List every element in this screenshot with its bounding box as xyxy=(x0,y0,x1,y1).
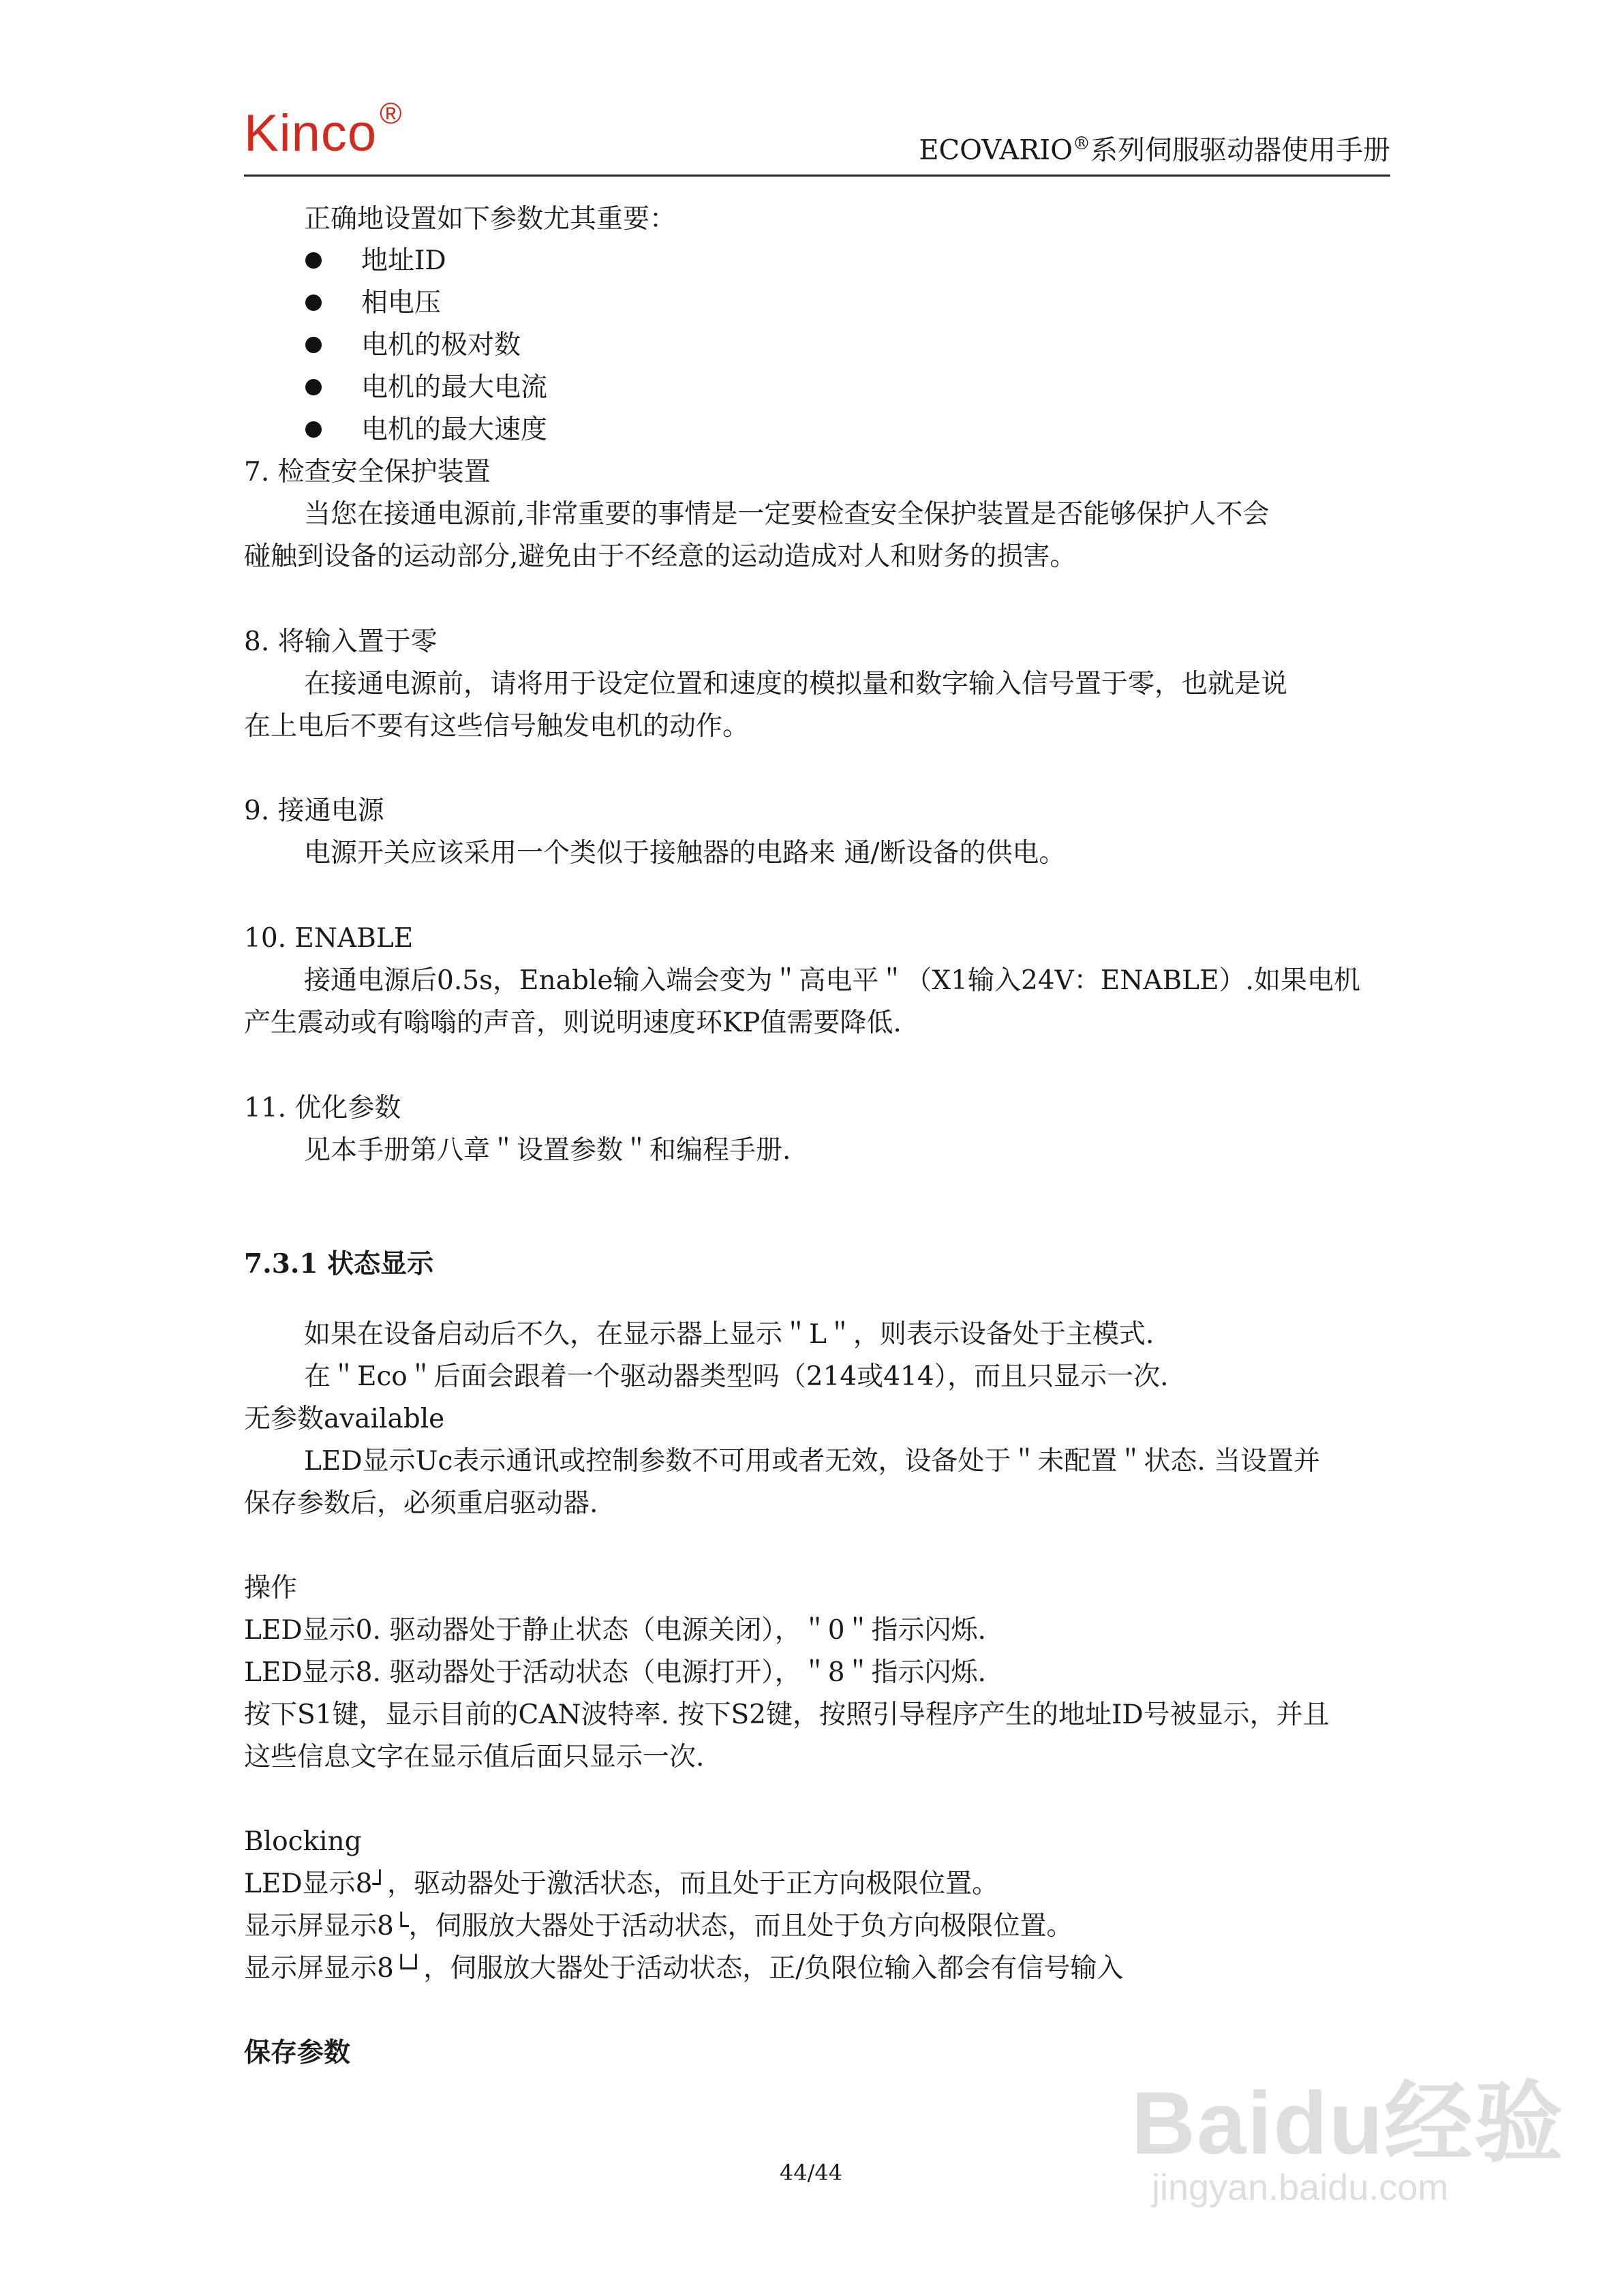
section-731-text: 如果在设备启动后不久，在显示器上显示＂L＂，则表示设备处于主模式. xyxy=(304,1319,1154,1350)
positive-limit-segment-icon: ┘ xyxy=(372,1871,388,1899)
section-7-text: 碰触到设备的运动部分,避免由于不经意的运动造成对人和财务的损害。 xyxy=(244,541,1077,572)
bullet-dot-icon xyxy=(305,337,322,353)
operation-text: 按下S1键，显示目前的CAN波特率. 按下S2键，按照引导程序产生的地址ID号被显示，并且 xyxy=(244,1700,1330,1730)
page-number: 44/44 xyxy=(779,2160,843,2186)
section-9-text: 电源开关应该采用一个类似于接触器的电路来 通/断设备的供电。 xyxy=(304,838,1066,868)
blocking-text: LED显示8┘，驱动器处于激活状态，而且处于正方向极限位置。 xyxy=(244,1869,999,1899)
negative-limit-segment-icon: └ xyxy=(393,1913,409,1941)
save-parameters-heading: 保存参数 xyxy=(244,2037,351,2068)
bullet-item: 相电压 xyxy=(361,288,442,318)
kinco-logo: Kinco® xyxy=(244,96,403,162)
operation-text: LED显示0. 驱动器处于静止状态（电源关闭），＂0＂指示闪烁. xyxy=(244,1615,986,1646)
section-8-text: 在接通电源前，请将用于设定位置和速度的模拟量和数字输入信号置于零，也就是说 xyxy=(304,669,1288,699)
blocking-text: 显示屏显示8└，伺服放大器处于活动状态，而且处于负方向极限位置。 xyxy=(244,1911,1073,1942)
section-10-text: 接通电源后0.5s，Enable输入端会变为＂高电平＂（X1输入24V：ENABLE）.如果电机 xyxy=(304,965,1360,996)
bullet-item: 地址ID xyxy=(361,245,446,276)
operation-text: LED显示8. 驱动器处于活动状态（电源打开），＂8＂指示闪烁. xyxy=(244,1657,986,1688)
bullet-dot-icon xyxy=(305,421,322,438)
section-10-heading: 10. ENABLE xyxy=(244,923,414,954)
section-8-heading: 8. 将输入置于零 xyxy=(244,626,438,657)
section-731-text: LED显示Uc表示通讯或控制参数不可用或者无效，设备处于＂未配置＂状态. 当设置并 xyxy=(304,1446,1321,1477)
header-divider xyxy=(244,175,1390,177)
section-10-text: 产生震动或有嗡嗡的声音，则说明速度环KP值需要降低. xyxy=(244,1008,902,1038)
section-731-heading: 7.3.1 状态显示 xyxy=(244,1248,434,1280)
watermark-logo: Baidu经验 xyxy=(1131,2073,1565,2173)
no-parameter-subheading: 无参数available xyxy=(244,1404,445,1434)
section-7-text: 当您在接通电源前,非常重要的事情是一定要检查安全保护装置是否能够保护人不会 xyxy=(304,499,1270,530)
bullet-item: 电机的极对数 xyxy=(361,330,521,361)
manual-title: ECOVARIO®系列伺服驱动器使用手册 xyxy=(919,134,1390,166)
bullet-dot-icon xyxy=(305,294,322,311)
blocking-heading: Blocking xyxy=(244,1826,362,1857)
both-limit-segment-icon: └┘ xyxy=(393,1955,424,1983)
watermark-url: jingyan.baidu.com xyxy=(1152,2167,1449,2208)
section-11-text: 见本手册第八章＂设置参数＂和编程手册. xyxy=(304,1135,791,1166)
intro-text: 正确地设置如下参数尤其重要： xyxy=(304,204,677,235)
section-7-heading: 7. 检查安全保护装置 xyxy=(244,457,491,487)
bullet-dot-icon xyxy=(305,379,322,395)
section-731-text: 保存参数后，必须重启驱动器. xyxy=(244,1488,598,1519)
bullet-dot-icon xyxy=(305,252,322,269)
section-8-text: 在上电后不要有这些信号触发电机的动作。 xyxy=(244,711,750,742)
section-9-heading: 9. 接通电源 xyxy=(244,796,384,826)
section-11-heading: 11. 优化参数 xyxy=(244,1093,401,1123)
baidu-watermark xyxy=(1131,2052,1565,2209)
bullet-item: 电机的最大速度 xyxy=(361,414,548,445)
section-731-text: 在＂Eco＂后面会跟着一个驱动器类型吗（214或414），而且只显示一次. xyxy=(304,1361,1169,1392)
operation-text: 这些信息文字在显示值后面只显示一次. xyxy=(244,1742,705,1772)
bullet-item: 电机的最大电流 xyxy=(361,372,548,403)
blocking-text: 显示屏显示8└┘，伺服放大器处于活动状态，正/负限位输入都会有信号输入 xyxy=(244,1953,1124,1984)
operation-heading: 操作 xyxy=(244,1573,298,1603)
